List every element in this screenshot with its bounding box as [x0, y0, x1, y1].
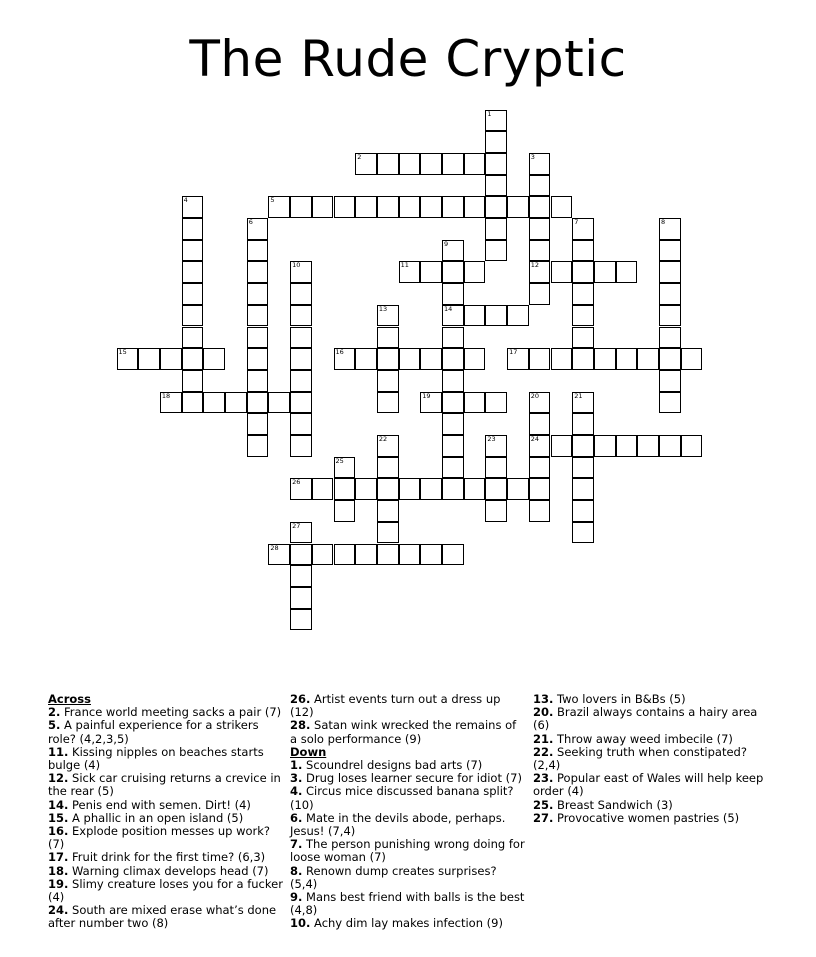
clue — [533, 746, 768, 772]
grid-cell[interactable] — [377, 348, 399, 370]
grid-cell[interactable] — [377, 305, 399, 327]
grid-cell[interactable] — [485, 153, 507, 175]
grid-cell[interactable] — [529, 153, 551, 175]
grid-cell[interactable] — [659, 392, 681, 414]
grid-cell[interactable] — [572, 283, 594, 305]
grid-cell[interactable] — [247, 370, 269, 392]
clue-number: 5. — [48, 718, 61, 733]
grid-cell[interactable] — [290, 196, 312, 218]
grid-cell[interactable] — [485, 500, 507, 522]
clue-text: Slimy creature loses you for a fucker (4) — [48, 876, 283, 905]
grid-cell[interactable] — [572, 327, 594, 349]
grid-cell[interactable] — [117, 348, 139, 370]
clue-text: Penis end with semen. Dirt! (4) — [68, 797, 251, 812]
grid-cell[interactable] — [182, 392, 204, 414]
clue — [290, 891, 525, 917]
grid-cell[interactable] — [485, 457, 507, 479]
grid-cell[interactable] — [507, 348, 529, 370]
clue-text: Fruit drink for the first time? (6,3) — [68, 850, 266, 865]
grid-cell[interactable] — [529, 218, 551, 240]
clue-number: 7 — [574, 218, 579, 226]
clue-number: 20 — [530, 391, 540, 400]
grid-cell[interactable] — [420, 261, 442, 283]
down-header: Down — [290, 744, 327, 759]
clue — [48, 746, 283, 772]
grid-cell[interactable] — [247, 392, 269, 414]
grid-cell[interactable] — [442, 327, 464, 349]
grid-cell[interactable] — [182, 196, 204, 218]
grid-cell[interactable] — [160, 348, 182, 370]
clue-number: 21 — [574, 391, 583, 400]
grid-cell[interactable] — [442, 153, 464, 175]
grid-cell[interactable] — [290, 565, 312, 587]
grid-cell[interactable] — [572, 305, 594, 327]
clue-number: 20. — [533, 705, 554, 720]
clue-text: Renown dump creates surprises? (5,4) — [290, 863, 497, 891]
grid-cell[interactable] — [377, 544, 399, 566]
clue-text: Drug loses learner secure for idiot (7) — [302, 771, 522, 786]
grid-cell[interactable] — [659, 348, 681, 370]
grid-cell[interactable] — [355, 153, 377, 175]
grid-cell[interactable] — [290, 522, 312, 544]
clue-number: 8 — [661, 218, 666, 226]
grid-cell[interactable] — [529, 413, 551, 435]
clue-text: Circus mice discussed banana split? (10) — [290, 784, 514, 812]
grid-cell[interactable] — [203, 348, 225, 370]
grid-cell[interactable] — [334, 478, 356, 500]
clue-number: 8. — [290, 863, 303, 878]
grid-cell[interactable] — [182, 218, 204, 240]
grid-cell[interactable] — [485, 175, 507, 197]
grid-cell[interactable] — [355, 348, 377, 370]
grid-cell[interactable] — [355, 196, 377, 218]
clue — [48, 825, 283, 851]
grid-cell[interactable] — [290, 544, 312, 566]
clue-number: 21. — [533, 731, 554, 746]
grid-cell[interactable] — [420, 392, 442, 414]
grid-cell[interactable] — [420, 196, 442, 218]
clue-number: 2 — [357, 152, 362, 161]
clue — [290, 917, 525, 930]
grid-cell[interactable] — [485, 131, 507, 153]
grid-cell[interactable] — [659, 370, 681, 392]
clue-number: 22. — [533, 744, 554, 759]
grid-cell[interactable] — [377, 500, 399, 522]
grid-cell[interactable] — [182, 305, 204, 327]
grid-cell[interactable] — [138, 348, 160, 370]
clue-number: 15. — [48, 810, 69, 825]
grid-cell[interactable] — [377, 196, 399, 218]
grid-cell[interactable] — [290, 609, 312, 631]
clue-number: 12. — [48, 771, 69, 786]
grid-cell[interactable] — [420, 153, 442, 175]
clue-text: Warning climax develops head (7) — [68, 863, 269, 878]
grid-cell[interactable] — [247, 261, 269, 283]
grid-cell[interactable] — [572, 522, 594, 544]
grid-cell[interactable] — [268, 196, 290, 218]
clue-number: 17 — [509, 348, 518, 357]
across-header: Across — [48, 692, 91, 706]
grid-cell[interactable] — [312, 196, 334, 218]
grid-cell[interactable] — [442, 478, 464, 500]
clue-number: 14 — [444, 304, 453, 313]
grid-cell[interactable] — [290, 478, 312, 500]
clue — [290, 865, 525, 891]
clue-number: 1. — [290, 758, 303, 773]
grid-cell[interactable] — [442, 413, 464, 435]
clue-number: 27 — [292, 521, 301, 530]
clue-number: 9 — [444, 239, 449, 248]
grid-cell[interactable] — [529, 457, 551, 479]
grid-cell[interactable] — [355, 544, 377, 566]
grid-cell[interactable] — [659, 261, 681, 283]
grid-cell[interactable] — [182, 261, 204, 283]
grid-cell[interactable] — [529, 435, 551, 457]
grid-cell[interactable] — [485, 110, 507, 132]
grid-cell[interactable] — [572, 392, 594, 414]
grid-cell[interactable] — [507, 196, 529, 218]
grid-cell[interactable] — [399, 196, 421, 218]
grid-cell[interactable] — [572, 500, 594, 522]
clue-number: 6 — [248, 218, 253, 226]
clue-number: 10 — [292, 261, 301, 270]
grid-cell[interactable] — [442, 196, 464, 218]
grid-cell[interactable] — [681, 348, 703, 370]
grid-cell[interactable] — [464, 348, 486, 370]
grid-cell[interactable] — [290, 327, 312, 349]
grid-cell[interactable] — [290, 435, 312, 457]
clue-text: Mans best friend with balls is the best (4,8) — [290, 890, 525, 918]
clue-number: 17. — [48, 850, 69, 865]
grid-cell[interactable] — [420, 544, 442, 566]
clue-text: Artist events turn out a dress up (12) — [290, 692, 501, 720]
grid-cell[interactable] — [637, 348, 659, 370]
clue-number: 3 — [530, 152, 535, 161]
grid-cell[interactable] — [377, 522, 399, 544]
clue — [533, 706, 768, 732]
clue — [290, 719, 525, 745]
clues-column-2 — [290, 693, 525, 931]
grid-cell[interactable] — [247, 305, 269, 327]
grid-cell[interactable] — [247, 435, 269, 457]
grid-cell[interactable] — [529, 240, 551, 262]
clue-number: 26 — [292, 478, 301, 487]
clue-number: 19. — [48, 876, 69, 891]
grid-cell[interactable] — [529, 478, 551, 500]
clue-number: 4. — [290, 784, 303, 799]
grid-cell[interactable] — [355, 478, 377, 500]
grid-cell[interactable] — [247, 348, 269, 370]
clues-column-3 — [533, 693, 768, 825]
clue-number: 5 — [270, 196, 275, 205]
grid-cell[interactable] — [312, 544, 334, 566]
grid-cell[interactable] — [442, 544, 464, 566]
grid-cell[interactable] — [203, 392, 225, 414]
grid-cell[interactable] — [377, 478, 399, 500]
grid-cell[interactable] — [681, 435, 703, 457]
clue-number: 4 — [183, 196, 188, 205]
clue-text: Brazil always contains a hairy area (6) — [533, 705, 758, 733]
clue-number: 1 — [487, 109, 492, 118]
clue-number: 23. — [533, 771, 554, 786]
grid-cell[interactable] — [464, 196, 486, 218]
clue-text: Provocative women pastries (5) — [553, 810, 740, 825]
grid-cell[interactable] — [247, 240, 269, 262]
grid-cell[interactable] — [464, 261, 486, 283]
clue-text: Kissing nipples on beaches starts bulge (4) — [48, 744, 264, 773]
grid-cell[interactable] — [529, 392, 551, 414]
grid-cell[interactable] — [529, 500, 551, 522]
clue — [48, 772, 283, 798]
clue-number: 2. — [48, 705, 61, 720]
clue — [533, 772, 768, 798]
clue — [290, 785, 525, 811]
grid-cell[interactable] — [572, 457, 594, 479]
grid-cell[interactable] — [290, 392, 312, 414]
clue-number: 16 — [335, 348, 344, 357]
grid-cell[interactable] — [377, 370, 399, 392]
grid-cell[interactable] — [529, 196, 551, 218]
grid-cell[interactable] — [572, 261, 594, 283]
grid-cell[interactable] — [442, 457, 464, 479]
clue — [48, 719, 283, 745]
clue-number: 24. — [48, 903, 69, 918]
grid-cell[interactable] — [399, 153, 421, 175]
grid-cell[interactable] — [485, 478, 507, 500]
grid-cell[interactable] — [485, 240, 507, 262]
clue-number: 7. — [290, 837, 303, 852]
clue-text: Seeking truth when constipated? (2,4) — [533, 744, 747, 773]
grid-cell[interactable] — [247, 327, 269, 349]
grid-cell[interactable] — [659, 218, 681, 240]
grid-cell[interactable] — [637, 435, 659, 457]
grid-cell[interactable] — [442, 305, 464, 327]
clue-number: 3. — [290, 771, 303, 786]
grid-cell[interactable] — [377, 435, 399, 457]
grid-cell[interactable] — [290, 413, 312, 435]
clue-number: 18. — [48, 863, 69, 878]
grid-cell[interactable] — [529, 283, 551, 305]
clue-number: 16. — [48, 824, 69, 839]
puzzle-title: The Rude Cryptic — [189, 30, 627, 88]
clue — [290, 812, 525, 838]
grid-cell[interactable] — [551, 196, 573, 218]
clue-text: A painful experience for a strikers role? (4,2,3,5) — [48, 718, 259, 746]
clue-number: 12 — [530, 261, 540, 270]
clue-text: Breast Sandwich (3) — [553, 797, 673, 812]
clue-text: Satan wink wrecked the remains of a solo performance (9) — [290, 718, 517, 746]
clue-text: Sick car cruising returns a crevice in the rear (5) — [48, 771, 281, 799]
grid-cell[interactable] — [290, 370, 312, 392]
grid-cell[interactable] — [572, 478, 594, 500]
grid-cell[interactable] — [659, 305, 681, 327]
grid-cell[interactable] — [572, 240, 594, 262]
clue-number: 26. — [290, 692, 311, 706]
grid-cell[interactable] — [485, 305, 507, 327]
grid-cell[interactable] — [485, 435, 507, 457]
grid-cell[interactable] — [290, 283, 312, 305]
grid-cell[interactable] — [268, 392, 290, 414]
grid-cell[interactable] — [551, 261, 573, 283]
grid-cell[interactable] — [182, 370, 204, 392]
grid-cell[interactable] — [420, 348, 442, 370]
clue — [533, 812, 768, 825]
grid-cell[interactable] — [572, 413, 594, 435]
grid-cell[interactable] — [247, 413, 269, 435]
grid-cell[interactable] — [334, 544, 356, 566]
grid-cell[interactable] — [225, 392, 247, 414]
grid-cell[interactable] — [507, 478, 529, 500]
grid-cell[interactable] — [594, 348, 616, 370]
clue-number: 28. — [290, 718, 311, 733]
clue-text: Two lovers in B&Bs (5) — [553, 692, 686, 706]
grid-cell[interactable] — [312, 478, 334, 500]
clue-number: 27. — [533, 810, 554, 825]
grid-cell[interactable] — [334, 457, 356, 479]
grid-cell[interactable] — [442, 348, 464, 370]
grid-cell[interactable] — [616, 261, 638, 283]
grid-cell[interactable] — [659, 240, 681, 262]
grid-cell[interactable] — [442, 435, 464, 457]
clue-number: 24 — [530, 435, 540, 443]
grid-cell[interactable] — [182, 283, 204, 305]
clue-text: The person punishing wrong doing for loose woman (7) — [290, 837, 525, 865]
grid-cell[interactable] — [464, 392, 486, 414]
clue — [290, 838, 525, 864]
grid-cell[interactable] — [485, 392, 507, 414]
grid-cell[interactable] — [485, 196, 507, 218]
grid-cell[interactable] — [160, 392, 182, 414]
grid-cell[interactable] — [290, 587, 312, 609]
clue-number: 14. — [48, 797, 69, 812]
grid-cell[interactable] — [334, 348, 356, 370]
clue-number: 6. — [290, 810, 303, 825]
grid-cell[interactable] — [442, 261, 464, 283]
clue-text: A phallic in an open island (5) — [68, 810, 244, 825]
grid-cell[interactable] — [399, 478, 421, 500]
clue-number: 10. — [290, 916, 311, 931]
clue-number: 9. — [290, 890, 303, 905]
grid-cell[interactable] — [594, 261, 616, 283]
grid-cell[interactable] — [659, 435, 681, 457]
clue-number: 11. — [48, 744, 69, 759]
grid-cell[interactable] — [290, 261, 312, 283]
grid-cell[interactable] — [182, 240, 204, 262]
grid-cell[interactable] — [377, 457, 399, 479]
grid-cell[interactable] — [529, 261, 551, 283]
clue-number: 13. — [533, 692, 554, 706]
grid-cell[interactable] — [485, 218, 507, 240]
grid-cell[interactable] — [290, 348, 312, 370]
grid-cell[interactable] — [551, 435, 573, 457]
clue-number: 28 — [270, 543, 279, 552]
clue-number: 18 — [161, 391, 171, 400]
clue-text: South are mixed erase what’s done after number two (8) — [48, 903, 277, 931]
clue — [48, 904, 283, 930]
clue — [48, 878, 283, 904]
clue-text: Popular east of Wales will help keep order (4) — [533, 771, 764, 799]
clue-text: Explode position messes up work? (7) — [48, 824, 271, 852]
grid-cell[interactable] — [464, 305, 486, 327]
grid-cell[interactable] — [399, 348, 421, 370]
clue-text: France world meeting sacks a pair (7) — [60, 705, 282, 720]
clue-number: 22 — [378, 435, 388, 443]
grid-cell[interactable] — [334, 500, 356, 522]
grid-cell[interactable] — [464, 478, 486, 500]
clue-text: Mate in the devils abode, perhaps. Jesus! (7,4) — [290, 810, 506, 839]
grid-cell[interactable] — [594, 435, 616, 457]
grid-cell[interactable] — [268, 544, 290, 566]
clue-text: Scoundrel designs bad arts (7) — [302, 758, 483, 773]
grid-cell[interactable] — [659, 327, 681, 349]
grid-cell[interactable] — [182, 348, 204, 370]
clue-number: 25 — [335, 456, 344, 465]
clue-number: 13 — [378, 304, 388, 313]
clue-number: 23 — [487, 435, 496, 443]
grid-cell[interactable] — [659, 283, 681, 305]
grid-cell[interactable] — [529, 348, 551, 370]
clue-number: 15 — [118, 348, 127, 357]
grid-cell[interactable] — [334, 196, 356, 218]
grid-cell[interactable] — [377, 153, 399, 175]
grid-cell[interactable] — [442, 392, 464, 414]
grid-cell[interactable] — [529, 175, 551, 197]
grid-cell[interactable] — [616, 435, 638, 457]
clue-number: 11 — [400, 261, 409, 270]
clue-text: Throw away weed imbecile (7) — [553, 731, 733, 746]
grid-cell[interactable] — [572, 348, 594, 370]
grid-cell[interactable] — [377, 392, 399, 414]
grid-cell[interactable] — [442, 240, 464, 262]
grid-cell[interactable] — [399, 544, 421, 566]
grid-cell[interactable] — [420, 478, 442, 500]
grid-cell[interactable] — [572, 218, 594, 240]
grid-cell[interactable] — [247, 218, 269, 240]
clue — [290, 693, 525, 719]
grid-cell[interactable] — [290, 305, 312, 327]
grid-cell[interactable] — [464, 153, 486, 175]
grid-cell[interactable] — [182, 327, 204, 349]
grid-cell[interactable] — [442, 370, 464, 392]
grid-cell[interactable] — [572, 435, 594, 457]
clue-number: 19 — [422, 391, 431, 400]
grid-cell[interactable] — [616, 348, 638, 370]
clue-number: 25. — [533, 797, 554, 812]
clue-text: Achy dim lay makes infection (9) — [310, 916, 503, 931]
grid-cell[interactable] — [377, 327, 399, 349]
clues-column-1 — [48, 693, 283, 931]
grid-cell[interactable] — [507, 305, 529, 327]
grid-cell[interactable] — [551, 348, 573, 370]
grid-cell[interactable] — [247, 283, 269, 305]
grid-cell[interactable] — [399, 261, 421, 283]
grid-cell[interactable] — [442, 283, 464, 305]
